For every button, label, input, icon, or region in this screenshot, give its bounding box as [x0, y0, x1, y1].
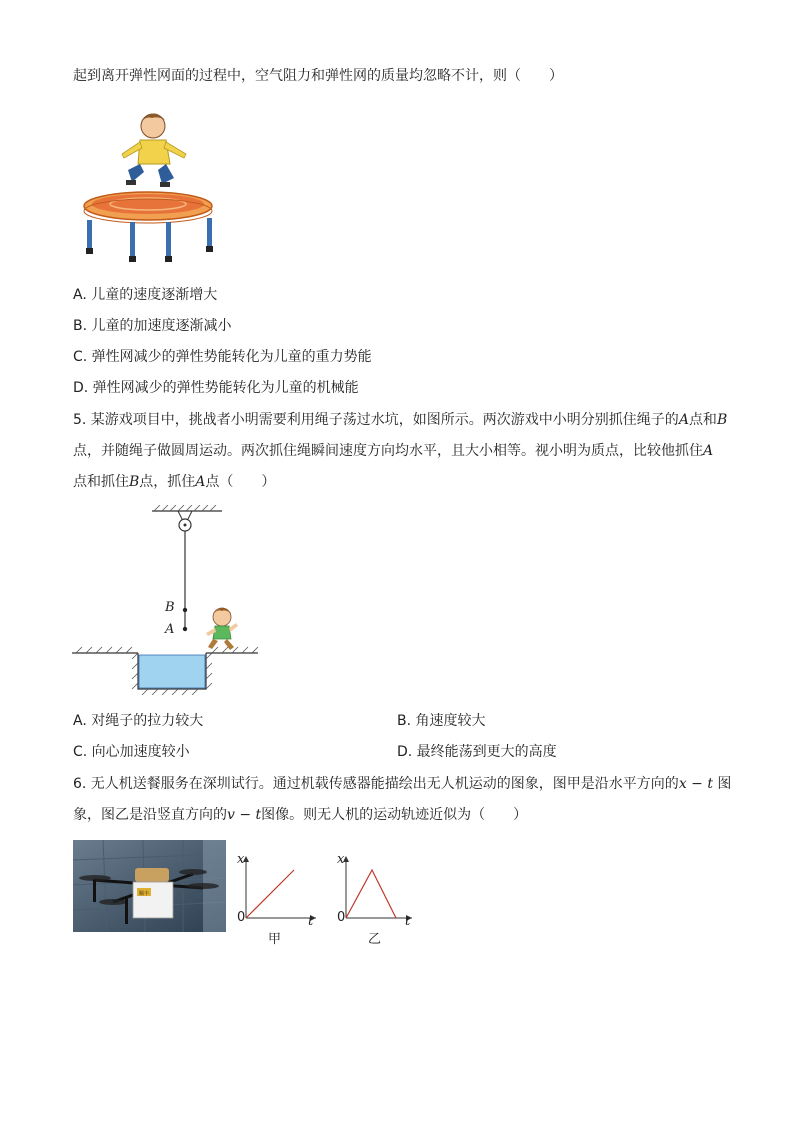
q5-option-a: A. 对绳子的拉力较大 — [73, 713, 204, 729]
graph-jia-line — [246, 870, 294, 918]
graph-yi-line — [346, 870, 396, 918]
point-a-label: A — [165, 622, 175, 637]
q5-stem-line-3: 点和抓住B点，抓住A点（ ） — [73, 474, 276, 490]
q5-option-c: C. 向心加速度较小 — [73, 744, 190, 760]
q4-option-d: D. 弹性网减少的弹性势能转化为儿童的机械能 — [73, 380, 359, 396]
q4-option-b: B. 儿童的加速度逐渐减小 — [73, 318, 232, 334]
graph-yi-origin: 0 — [337, 910, 346, 925]
q5-stem-line-2: 点，并随绳子做圆周运动。两次抓住绳瞬间速度方向均水平，且大小相等。视小明为质点，比较他抓住A — [73, 443, 714, 459]
q6-stem-line-1: 6. 无人机送餐服务在深圳试行。通过机载传感器能描绘出无人机运动的图象，图甲是沿水平方向的x − t 图 — [73, 776, 732, 792]
q5-stem-line-1: 5. 某游戏项目中，挑战者小明需要利用绳子荡过水坑，如图所示。两次游戏中小明分别抓住绳子的A点和B — [73, 412, 728, 428]
q4-option-a: A. 儿童的速度逐渐增大 — [73, 287, 218, 303]
graph-jia-x-label: t — [308, 914, 314, 929]
q6-stem-line-2: 象，图乙是沿竖直方向的v − t图像。则无人机的运动轨迹近似为（ ） — [73, 807, 528, 823]
graph-jia-y-label: x — [237, 852, 245, 867]
drone-logo-text: 顺丰 — [138, 891, 150, 897]
graph-yi-y-label: x — [337, 852, 345, 867]
q4-option-c: C. 弹性网减少的弹性势能转化为儿童的重力势能 — [73, 349, 372, 365]
graph-yi-caption: 乙 — [368, 932, 382, 947]
graph-yi-x-label: t — [405, 914, 411, 929]
drone-photo — [73, 840, 226, 932]
trampoline-figure — [78, 108, 218, 268]
q5-option-d: D. 最终能荡到更大的高度 — [397, 744, 557, 760]
graph-jia-origin: 0 — [237, 910, 246, 925]
question-4-stem-tail: 起到离开弹性网面的过程中，空气阻力和弹性网的质量均忽略不计，则（ ） — [73, 68, 563, 84]
point-b-label: B — [165, 600, 175, 615]
q5-option-b: B. 角速度较大 — [397, 713, 486, 729]
graph-jia-caption: 甲 — [268, 932, 282, 947]
